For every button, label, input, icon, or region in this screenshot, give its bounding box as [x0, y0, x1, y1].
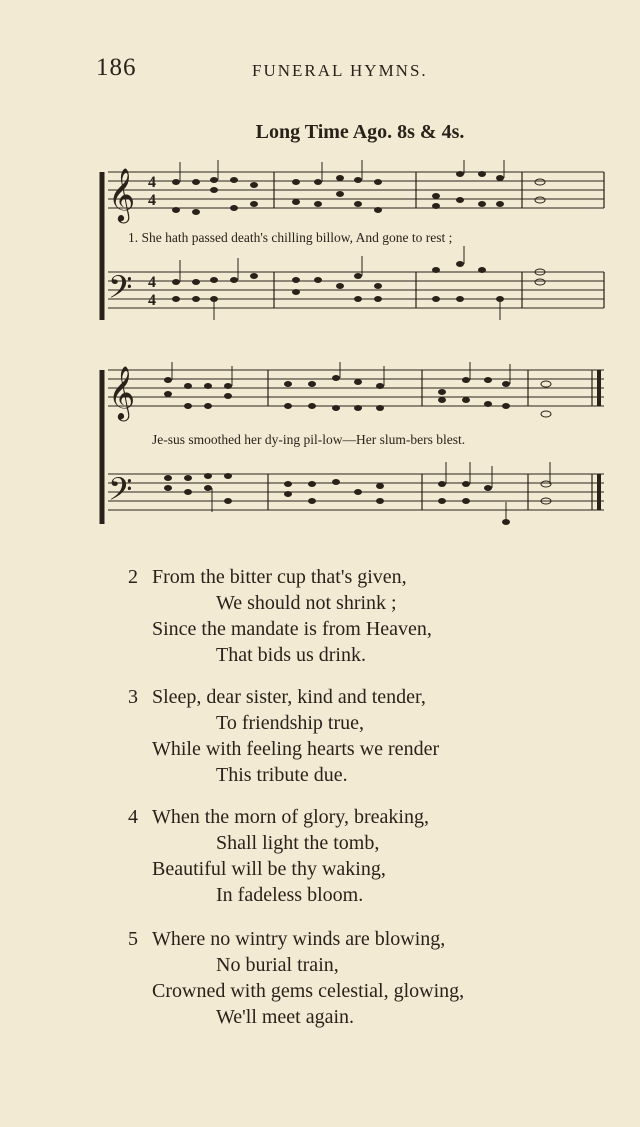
running-title: FUNERAL HYMNS.	[252, 61, 428, 80]
system-2-lyric: Je-sus smoothed her dy-ing pil-low—Her slum-bers blest.	[152, 432, 466, 447]
stanza-line: 4 When the morn of glory, breaking,	[128, 806, 429, 828]
svg-text:𝄞: 𝄞	[108, 365, 136, 419]
stanza-line: Since the mandate is from Heaven,	[152, 618, 432, 640]
stanza-line: We should not shrink ;	[216, 592, 397, 614]
stanza-number: 4	[128, 806, 138, 828]
stanza-line: We'll meet again.	[216, 1006, 355, 1028]
stanza-number: 3	[128, 686, 138, 708]
stanza-4	[128, 804, 429, 908]
stanza-line: Beautiful will be thy waking,	[152, 858, 386, 880]
stanza-line: While with feeling hearts we render	[152, 738, 440, 760]
svg-text:𝄢: 𝄢	[108, 269, 133, 313]
stanza-line: No burial train,	[216, 954, 339, 976]
stanza-line: To friendship true,	[216, 712, 365, 734]
time-signature-bottom: 4	[148, 192, 156, 209]
stanza-line: Shall light the tomb,	[216, 832, 380, 854]
tune-title: Long Time Ago. 8s & 4s.	[255, 121, 465, 143]
stanza-number: 5	[128, 928, 138, 950]
svg-text:4: 4	[148, 274, 156, 291]
stanza-3	[128, 684, 439, 788]
svg-text:𝄢: 𝄢	[108, 471, 133, 515]
stanza-line: 3 Sleep, dear sister, kind and tender,	[128, 686, 426, 708]
music-system-2	[96, 362, 608, 527]
system-1-lyric: 1. She hath passed death's chilling billow, And gone to rest ;	[128, 230, 453, 245]
svg-text:4: 4	[148, 292, 156, 309]
stanza-2	[128, 564, 432, 668]
stanza-line: Crowned with gems celestial, glowing,	[152, 980, 465, 1002]
stanza-line: 2 From the bitter cup that's given,	[128, 566, 407, 588]
time-signature-top: 4	[148, 174, 156, 191]
page-number: 186	[96, 54, 137, 81]
stanza-line: In fadeless bloom.	[216, 884, 364, 906]
stanza-5	[128, 926, 464, 1030]
svg-text:𝄞: 𝄞	[108, 167, 136, 221]
stanza-number: 2	[128, 566, 138, 588]
stanza-line: This tribute due.	[216, 764, 348, 786]
music-system-1	[96, 160, 608, 325]
stanza-line: That bids us drink.	[216, 644, 366, 666]
stanza-line: 5 Where no wintry winds are blowing,	[128, 928, 446, 950]
